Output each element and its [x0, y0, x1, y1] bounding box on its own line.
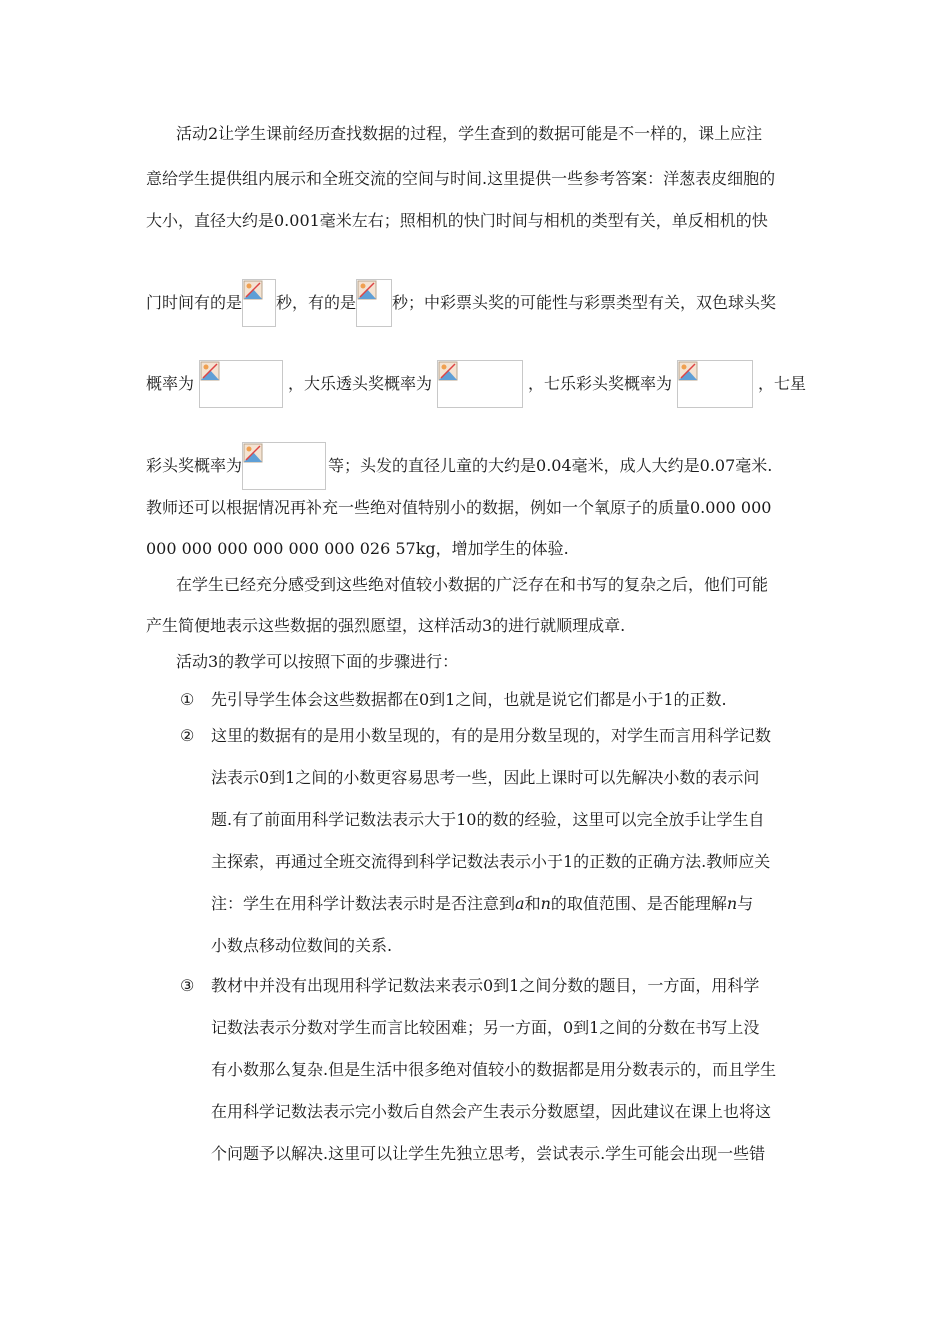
text-run: 记数法表示分数对学生而言比较困难；另一方面，0到1之间的分数在书写上没 [211, 1018, 760, 1037]
text-line [146, 168, 806, 190]
list-item-line [211, 725, 806, 747]
broken-image-icon [677, 360, 753, 408]
text-run: 在学生已经充分感受到这些绝对值较小数据的广泛存在和书写的复杂之后，他们可能 [176, 575, 769, 594]
list-item-line [211, 1059, 806, 1081]
text-run: 这里的数据有的是用小数呈现的，有的是用分数呈现的，对学生而言用科学记数 [211, 726, 772, 745]
text-run: 活动2让学生课前经历查找数据的过程，学生查到的数据可能是不一样的，课上应注 [176, 124, 763, 143]
list-item-line [211, 689, 806, 711]
text-run: 注：学生在用科学计数法表示时是否注意到 [211, 894, 516, 913]
text-run: 教材中并没有出现用科学记数法来表示0到1之间分数的题目，一方面，用科学 [211, 976, 760, 995]
math-variable: a [515, 894, 525, 913]
text-run: 门时间有的是 [146, 293, 243, 312]
text-run: 小数点移动位数间的关系. [211, 936, 393, 955]
text-run: ，七星 [757, 374, 806, 393]
list-marker: ③ [180, 976, 195, 995]
text-run: 彩头奖概率为 [146, 456, 243, 475]
text-run: ，七乐彩头奖概率为 [527, 374, 672, 393]
text-run: 和 [524, 894, 541, 913]
broken-image-icon [437, 360, 523, 408]
text-line [176, 574, 806, 596]
list-item-line [211, 1101, 806, 1123]
text-run: 有小数那么复杂.但是生活中很多绝对值较小的数据都是用分数表示的，而且学生 [211, 1060, 777, 1079]
list-item-line [211, 975, 806, 997]
math-variable: n [726, 894, 738, 913]
text-run: 法表示0到1之间的小数更容易思考一些，因此上课时可以先解决小数的表示问 [211, 768, 760, 787]
text-run: 题.有了前面用科学记数法表示大于10的数的经验，这里可以完全放手让学生自 [211, 810, 765, 829]
text-line [146, 538, 806, 560]
text-run: 秒；中彩票头奖的可能性与彩票类型有关，双色球头奖 [392, 293, 777, 312]
list-marker: ① [180, 690, 195, 709]
broken-image-icon [242, 279, 276, 327]
text-line [146, 497, 806, 519]
text-run: 意给学生提供组内展示和全班交流的空间与时间.这里提供一些参考答案：洋葱表皮细胞的 [146, 169, 776, 188]
text-run: 活动3的教学可以按照下面的步骤进行： [176, 652, 459, 671]
text-line-with-images [146, 442, 806, 490]
broken-image-icon [356, 279, 392, 327]
text-line-with-images [146, 279, 806, 327]
text-run: 大小，直径大约是0.001毫米左右；照相机的快门时间与相机的类型有关，单反相机的快 [146, 211, 768, 230]
list-item-line [211, 1143, 806, 1165]
text-line [146, 615, 806, 637]
broken-image-icon [242, 442, 326, 490]
text-line-with-images [146, 360, 806, 408]
text-run: 秒，有的是 [276, 293, 357, 312]
text-run: 先引导学生体会这些数据都在0到1之间，也就是说它们都是小于1的正数. [211, 690, 727, 709]
text-run: 主探索，再通过全班交流得到科学记数法表示小于1的正数的正确方法.教师应关 [211, 852, 771, 871]
list-item-line [211, 893, 806, 915]
broken-image-icon [199, 360, 283, 408]
text-run: 000 000 000 000 000 000 026 57kg，增加学生的体验. [146, 539, 569, 558]
text-run: 与 [737, 894, 754, 913]
text-line [146, 210, 806, 232]
text-run: 概率为 [146, 374, 195, 393]
list-marker: ② [180, 726, 195, 745]
text-run: 等；头发的直径儿童的大约是0.04毫米，成人大约是0.07毫米. [328, 456, 773, 475]
text-run: 产生简便地表示这些数据的强烈愿望，这样活动3的进行就顺理成章. [146, 616, 626, 635]
list-item-line [211, 851, 806, 873]
text-run: 在用科学记数法表示完小数后自然会产生表示分数愿望，因此建议在课上也将这 [211, 1102, 772, 1121]
list-item-line [211, 767, 806, 789]
list-item-line [211, 935, 806, 957]
text-run: 教师还可以根据情况再补充一些绝对值特别小的数据，例如一个氧原子的质量0.000 000 [146, 498, 772, 517]
text-line [176, 651, 836, 673]
text-run: 个问题予以解决.这里可以让学生先独立思考，尝试表示.学生可能会出现一些错 [211, 1144, 766, 1163]
math-variable: n [540, 894, 551, 913]
list-item-line [211, 1017, 806, 1039]
text-line [176, 123, 806, 145]
text-run: ，大乐透头奖概率为 [287, 374, 432, 393]
list-item-line [211, 809, 806, 831]
text-run: 的取值范围、是否能理解 [550, 894, 727, 913]
